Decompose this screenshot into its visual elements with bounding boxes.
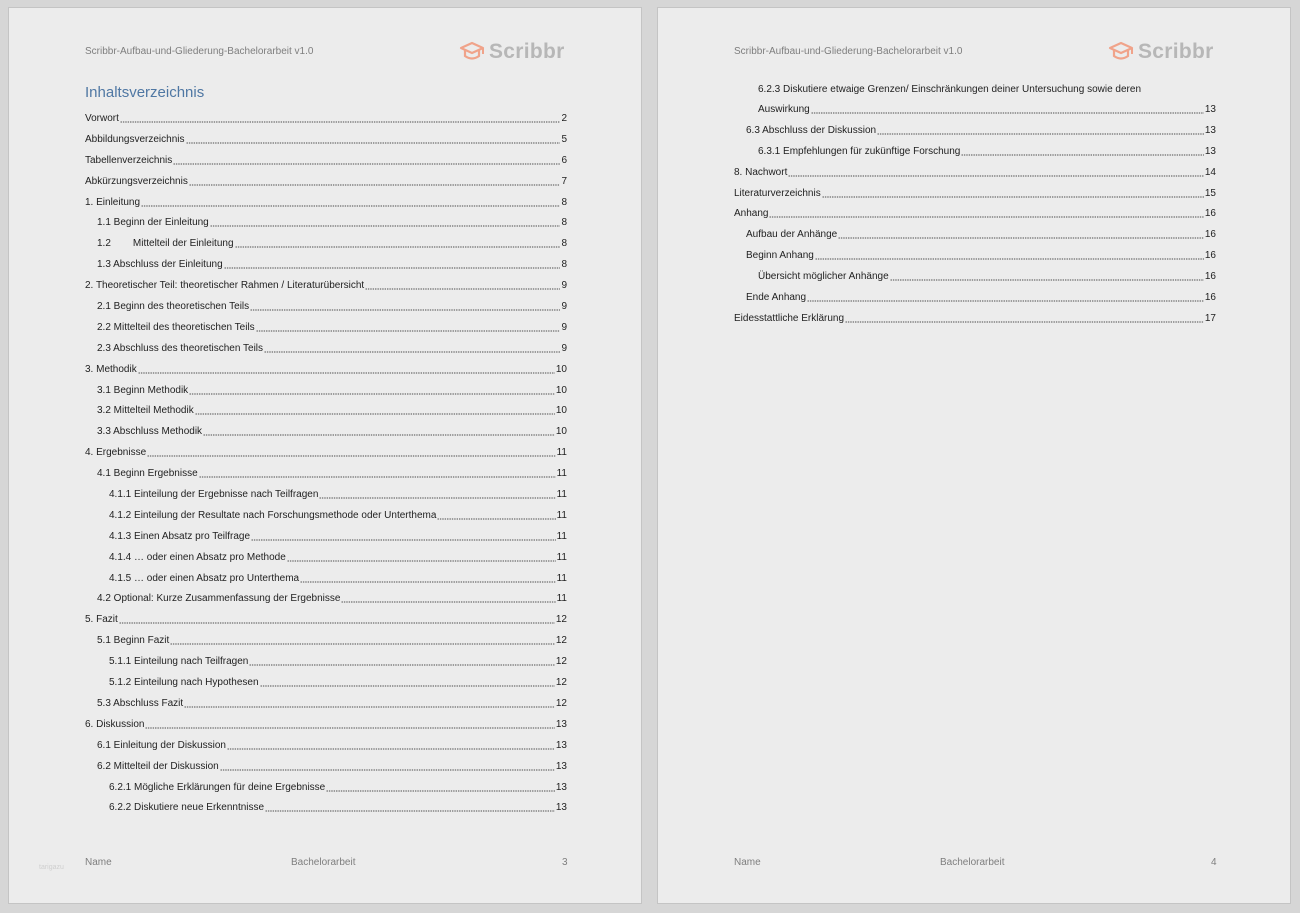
toc-entry-page-number: 11 [556, 572, 567, 584]
header-document-title: Scribbr-Aufbau-und-Gliederung-Bachelorarbeit v1.0 [85, 46, 314, 57]
toc-dot-leader [119, 615, 555, 624]
toc-entry-label: 6.3.1 Empfehlungen für zukünftige Forschung [758, 145, 961, 157]
toc-entry-page-number: 16 [1204, 250, 1216, 262]
toc-dot-leader [203, 427, 555, 436]
toc-entry-page-number: 11 [556, 468, 567, 480]
toc-entry-label: Literaturverzeichnis [734, 187, 821, 199]
toc-dot-leader [811, 105, 1204, 114]
toc-entry-label: Abbildungsverzeichnis [85, 133, 185, 145]
toc-entry-label: 4.1.2 Einteilung der Resultate nach Forschungsmethode oder Unterthema [109, 509, 437, 521]
toc-dot-leader [120, 114, 561, 123]
toc-dot-leader [249, 657, 555, 666]
scribbr-logo [1108, 40, 1214, 64]
toc-entry-page-number: 9 [561, 301, 567, 313]
toc-entry[interactable] [85, 337, 567, 358]
document-page-right [657, 7, 1291, 904]
toc-entry-page-number: 10 [555, 363, 567, 375]
toc-entry[interactable] [85, 128, 567, 149]
logo-text: Scribbr [489, 40, 565, 63]
toc-entry[interactable] [85, 105, 567, 128]
toc-dot-leader [141, 198, 560, 207]
toc-entry-page-number: 12 [555, 677, 567, 689]
toc-entry-label: 5.1 Beginn Fazit [97, 635, 170, 647]
toc-dot-leader [224, 260, 561, 269]
toc-entry[interactable] [734, 119, 1216, 140]
toc-entry-page-number: 13 [555, 718, 567, 730]
toc-dot-leader [145, 720, 554, 729]
toc-entry[interactable] [85, 671, 567, 692]
toc-entry-label: 6.2.1 Mögliche Erklärungen für deine Ergebnisse [109, 781, 326, 793]
toc-entry[interactable] [85, 358, 567, 379]
toc-dot-leader [173, 156, 560, 165]
toc-entry-label: 1. Einleitung [85, 196, 141, 208]
toc-entry-page-number: 11 [556, 447, 567, 459]
toc-dot-leader [845, 314, 1204, 323]
toc-entry-label: 5.3 Abschluss Fazit [97, 697, 184, 709]
toc-entry[interactable] [85, 253, 567, 274]
toc-dot-leader [287, 553, 556, 562]
toc-entry-label: 6.2 Mittelteil der Diskussion [97, 760, 219, 772]
toc-entry[interactable] [85, 734, 567, 755]
toc-entry-page-number: 13 [1204, 124, 1216, 136]
toc-entry[interactable] [85, 567, 567, 588]
logo-text: Scribbr [1138, 40, 1214, 63]
toc-entry-page-number: 11 [556, 593, 567, 605]
toc-entry-page-number: 11 [556, 509, 567, 521]
toc-dot-leader [235, 239, 561, 248]
toc-entry[interactable] [734, 140, 1216, 161]
toc-dot-leader [227, 741, 555, 750]
toc-entry-label: 1.2 Mittelteil der Einleitung [97, 238, 234, 250]
toc-entry[interactable] [734, 223, 1216, 244]
toc-entry[interactable] [734, 286, 1216, 307]
toc-dot-leader [877, 126, 1204, 135]
toc-entry-page-number: 16 [1204, 292, 1216, 304]
toc-entry-label: 4.2 Optional: Kurze Zusammenfassung der Ergebnisse [97, 593, 341, 605]
toc-dot-leader [256, 323, 561, 332]
toc-dot-leader [807, 293, 1204, 302]
toc-entry-page-number: 11 [556, 530, 567, 542]
toc-entry[interactable] [85, 170, 567, 191]
document-page-left [8, 7, 642, 904]
toc-entry-label: Anhang [734, 208, 769, 220]
toc-entry[interactable] [734, 161, 1216, 182]
toc-entry-page-number: 10 [555, 384, 567, 396]
toc-entry-page-number: 13 [555, 739, 567, 751]
toc-dot-leader [838, 230, 1204, 239]
toc-entry[interactable] [85, 149, 567, 170]
graduation-cap-icon [459, 41, 485, 63]
toc-entry-page-number: 9 [561, 280, 567, 292]
toc-entry[interactable] [85, 212, 567, 233]
scribbr-logo [459, 40, 565, 64]
toc-dot-leader [300, 574, 555, 583]
toc-entry-page-number: 12 [555, 656, 567, 668]
toc-entry-page-number: 12 [555, 697, 567, 709]
toc-entry-page-number: 14 [1204, 166, 1216, 178]
toc-dot-leader [341, 594, 555, 603]
toc-entry[interactable] [734, 244, 1216, 265]
toc-entry-label: 4.1.4 … oder einen Absatz pro Methode [109, 551, 286, 563]
toc-entry[interactable] [734, 96, 1216, 119]
toc-entry[interactable] [734, 265, 1216, 286]
toc-dot-leader [195, 406, 555, 415]
header-document-title: Scribbr-Aufbau-und-Gliederung-Bachelorarbeit v1.0 [734, 46, 963, 57]
toc-title: Inhaltsverzeichnis [85, 84, 205, 101]
footer-page-number: 3 [562, 857, 568, 868]
toc-entry-label: 2.2 Mittelteil des theoretischen Teils [97, 321, 255, 333]
toc-dot-leader [184, 699, 555, 708]
toc-entry-page-number: 5 [561, 133, 567, 145]
footer-doc-type: Bachelorarbeit [940, 857, 1005, 868]
toc-entry[interactable] [85, 191, 567, 212]
toc-entry-wrapped-line: 6.2.3 Diskutiere etwaige Grenzen/ Einschränkungen deiner Untersuchung sowie deren [758, 84, 1142, 95]
toc-dot-leader [189, 177, 561, 186]
toc-entry-label: Auswirkung [758, 104, 810, 115]
toc-entry-label: 3.1 Beginn Methodik [97, 384, 189, 396]
toc-entry-label: 4.1.1 Einteilung der Ergebnisse nach Teilfragen [109, 489, 319, 501]
toc-entry[interactable] [85, 629, 567, 650]
toc-dot-leader [264, 344, 560, 353]
toc-entry[interactable] [734, 307, 1216, 328]
toc-entry-page-number: 16 [1204, 208, 1216, 220]
toc-entry[interactable] [85, 776, 567, 797]
toc-entry-label: Aufbau der Anhänge [746, 229, 838, 241]
toc-entry-page-number: 8 [561, 196, 567, 208]
toc-dot-leader [961, 147, 1204, 156]
toc-entry-label: 1.3 Abschluss der Einleitung [97, 259, 223, 271]
toc-entry-page-number: 8 [561, 259, 567, 271]
toc-dot-leader [220, 762, 555, 771]
toc-entry-label: 2. Theoretischer Teil: theoretischer Rahmen / Literaturübersicht [85, 280, 365, 292]
toc-entry-label: 3.3 Abschluss Methodik [97, 426, 203, 438]
toc-entry-label: 3. Methodik [85, 363, 137, 375]
toc-entry[interactable] [85, 420, 567, 441]
toc-entry-page-number: 13 [1204, 104, 1216, 115]
toc-dot-leader [250, 302, 560, 311]
toc-entry[interactable] [85, 650, 567, 671]
toc-entry-label: Ende Anhang [746, 292, 807, 304]
toc-entry[interactable] [85, 483, 567, 504]
toc-entry-page-number: 6 [561, 154, 567, 166]
toc-dot-leader [365, 281, 560, 290]
toc-entry[interactable] [85, 316, 567, 337]
toc-entry[interactable] [85, 379, 567, 400]
toc-entry[interactable] [85, 274, 567, 295]
toc-entry-label: 4.1 Beginn Ergebnisse [97, 468, 198, 480]
toc-entry[interactable] [85, 692, 567, 713]
toc-entry-label: 8. Nachwort [734, 166, 788, 178]
toc-entry[interactable] [734, 182, 1216, 203]
toc-entry-page-number: 8 [561, 217, 567, 229]
toc-dot-leader [265, 803, 555, 812]
footer-name: Name [85, 857, 112, 868]
toc-entry[interactable] [85, 462, 567, 483]
footer-name: Name [734, 857, 761, 868]
toc-entry-page-number: 16 [1204, 271, 1216, 283]
toc-entry-page-number: 10 [555, 426, 567, 438]
toc-dot-leader [186, 135, 561, 144]
toc-dot-leader [788, 168, 1204, 177]
toc-dot-leader [326, 783, 555, 792]
toc-entry[interactable] [85, 441, 567, 462]
toc-entry-label: Übersicht möglicher Anhänge [758, 271, 889, 283]
toc-dot-leader [210, 218, 561, 227]
toc-entry[interactable] [85, 546, 567, 567]
toc-dot-leader [890, 272, 1204, 281]
toc-entry[interactable] [85, 608, 567, 629]
toc-entry-page-number: 13 [555, 802, 567, 814]
toc-entry[interactable] [734, 203, 1216, 224]
toc-entry-page-number: 2 [561, 113, 567, 124]
toc-entry[interactable] [85, 504, 567, 525]
toc-entry[interactable] [85, 755, 567, 776]
toc-entry-page-number: 9 [561, 342, 567, 354]
toc-entry-label: 1.1 Beginn der Einleitung [97, 217, 209, 229]
toc-entry[interactable] [85, 400, 567, 421]
toc-dot-leader [189, 386, 555, 395]
toc-entry-label: 4.1.5 … oder einen Absatz pro Unterthema [109, 572, 300, 584]
toc-entry[interactable] [85, 525, 567, 546]
toc-entry-page-number: 10 [555, 405, 567, 417]
toc-dot-leader [437, 511, 555, 520]
toc-entry-label: Vorwort [85, 113, 119, 124]
toc-entry-page-number: 17 [1204, 312, 1216, 324]
footer-doc-type: Bachelorarbeit [291, 857, 356, 868]
toc-dot-leader [822, 189, 1204, 198]
toc-dot-leader [260, 678, 555, 687]
table-of-contents-continued [734, 84, 1216, 328]
table-of-contents [85, 105, 567, 817]
toc-entry-label: 5.1.1 Einteilung nach Teilfragen [109, 656, 249, 668]
toc-entry-page-number: 7 [561, 175, 567, 187]
toc-entry-label: 6.1 Einleitung der Diskussion [97, 739, 226, 751]
toc-entry-page-number: 12 [555, 635, 567, 647]
toc-entry-page-number: 15 [1204, 187, 1216, 199]
toc-entry-page-number: 11 [556, 489, 567, 501]
toc-entry-label: 5. Fazit [85, 614, 118, 626]
toc-dot-leader [138, 365, 555, 374]
toc-entry-page-number: 8 [561, 238, 567, 250]
toc-entry-label: Tabellenverzeichnis [85, 154, 173, 166]
toc-entry-label: 2.3 Abschluss des theoretischen Teils [97, 342, 264, 354]
toc-entry-page-number: 11 [556, 551, 567, 563]
toc-entry-label: 2.1 Beginn des theoretischen Teils [97, 301, 250, 313]
toc-entry[interactable] [85, 232, 567, 253]
toc-entry[interactable] [85, 588, 567, 609]
toc-entry[interactable] [85, 797, 567, 818]
toc-entry-label: 3.2 Mittelteil Methodik [97, 405, 194, 417]
toc-entry-label: 6. Diskussion [85, 718, 145, 730]
toc-entry-label: 5.1.2 Einteilung nach Hypothesen [109, 677, 259, 689]
watermark: tarigazu [39, 864, 64, 871]
footer-page-number: 4 [1211, 857, 1217, 868]
toc-entry-page-number: 13 [555, 760, 567, 772]
toc-dot-leader [170, 636, 555, 645]
toc-entry-page-number: 9 [561, 321, 567, 333]
toc-dot-leader [319, 490, 555, 499]
toc-entry-page-number: 13 [1204, 145, 1216, 157]
toc-dot-leader [251, 532, 556, 541]
toc-dot-leader [815, 251, 1204, 260]
toc-dot-leader [769, 209, 1203, 218]
toc-entry-label: Beginn Anhang [746, 250, 814, 262]
toc-entry-label: Abkürzungsverzeichnis [85, 175, 188, 187]
toc-entry-page-number: 13 [555, 781, 567, 793]
toc-entry-label: 4.1.3 Einen Absatz pro Teilfrage [109, 530, 251, 542]
toc-entries [734, 96, 1216, 328]
toc-entry-label: Eidesstattliche Erklärung [734, 312, 845, 324]
toc-entry-label: 6.2.2 Diskutiere neue Erkenntnisse [109, 802, 265, 814]
graduation-cap-icon [1108, 41, 1134, 63]
toc-entry-label: 4. Ergebnisse [85, 447, 147, 459]
toc-entry[interactable] [85, 295, 567, 316]
toc-entry[interactable] [85, 713, 567, 734]
toc-dot-leader [199, 469, 556, 478]
toc-entry-page-number: 12 [555, 614, 567, 626]
toc-entry-page-number: 16 [1204, 229, 1216, 241]
toc-dot-leader [147, 448, 555, 457]
toc-entry-label: 6.3 Abschluss der Diskussion [746, 124, 877, 136]
